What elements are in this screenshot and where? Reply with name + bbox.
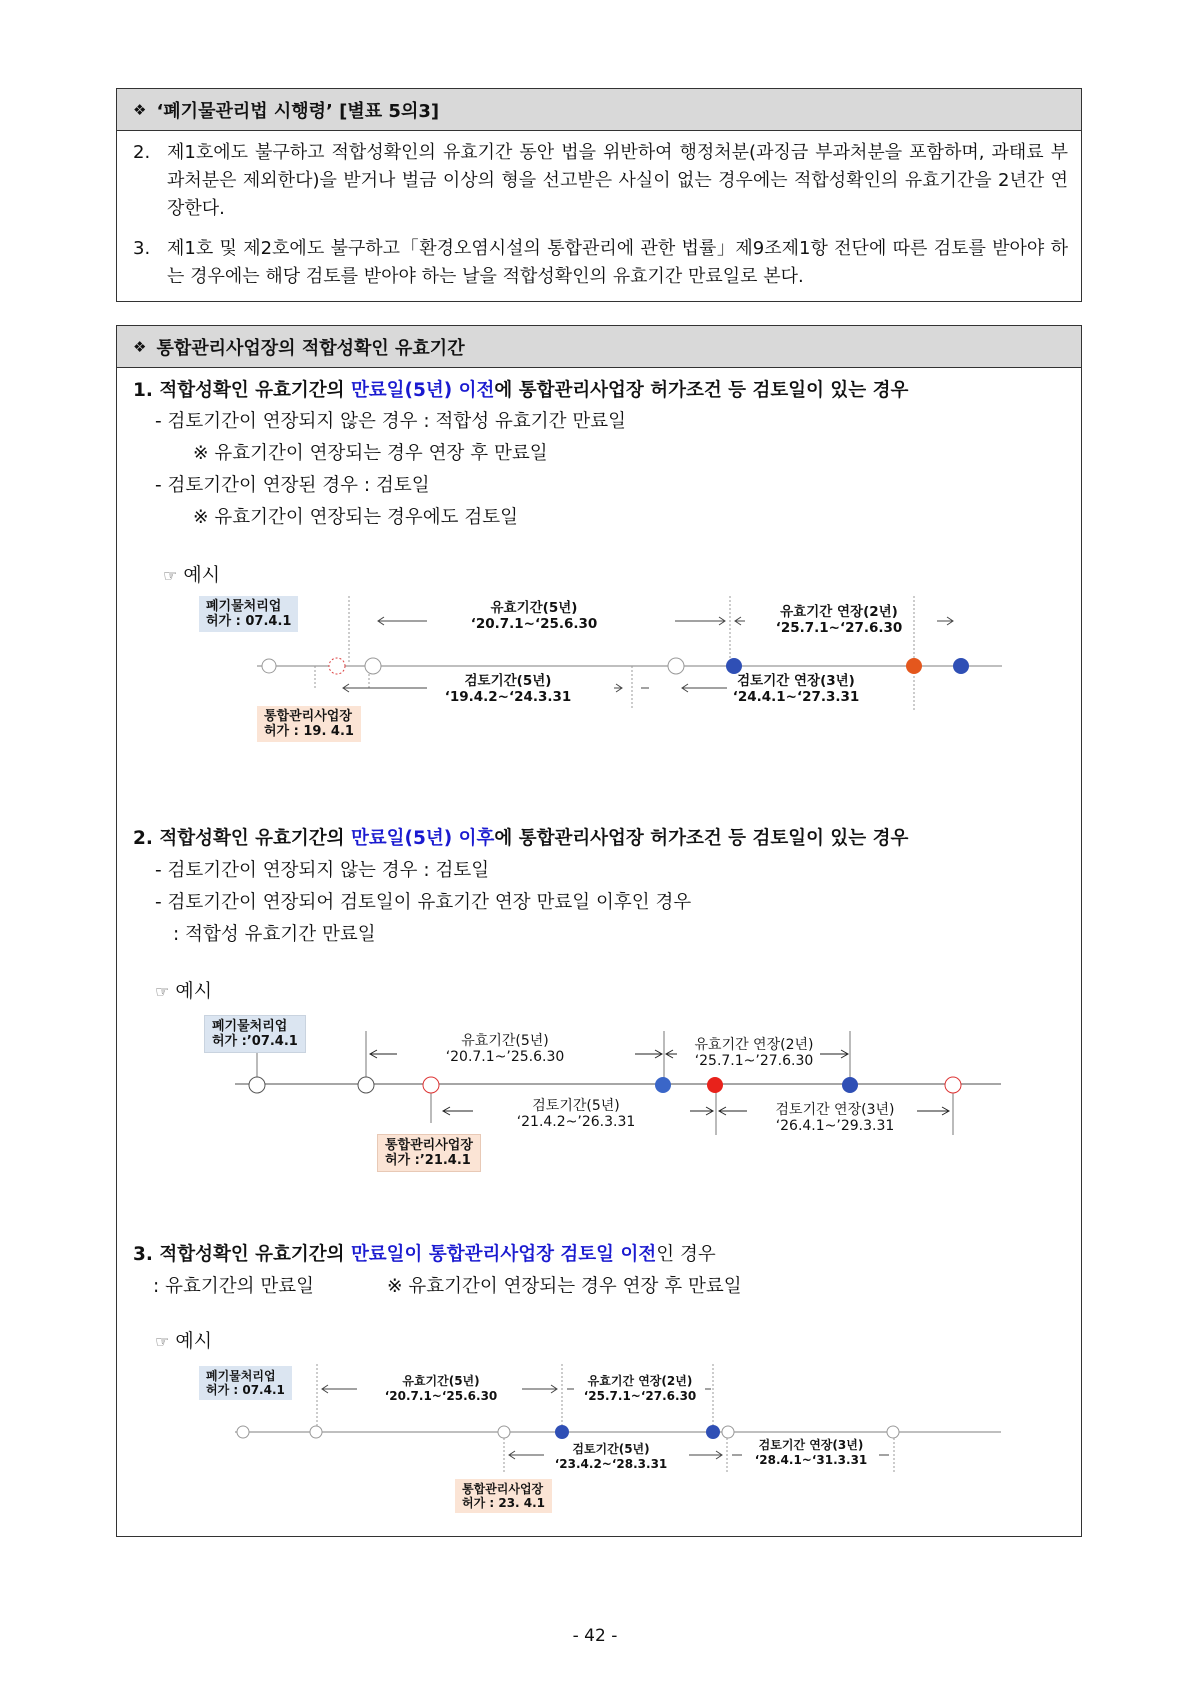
bullet-line: - 검토기간이 연장되어 검토일이 유효기간 연장 만료일 이후인 경우 — [155, 892, 692, 913]
title-text: 3. 적합성확인 유효기간의 — [133, 1244, 351, 1265]
continuation-line: : 적합성 유효기간 만료일 — [173, 924, 376, 945]
example-text: 예시 — [175, 1330, 213, 1352]
timeline-diagram-3 — [117, 1362, 1081, 1522]
period-range: ‘24.4.1~‘27.3.31 — [732, 689, 860, 705]
period-title: 검토기간(5년) — [532, 1098, 620, 1114]
pointing-hand-icon: ☞ — [155, 982, 170, 1001]
integrated-permit-label — [455, 1479, 552, 1513]
validity-extension-text — [761, 604, 917, 636]
note-line: ※ 유효기간이 연장되는 경우 연장 후 만료일 — [193, 443, 548, 464]
period-range: ‘21.4.2~’26.3.31 — [516, 1114, 636, 1130]
review-period-text — [501, 1098, 651, 1130]
title-highlight: 만료일(5년) 이후 — [350, 828, 495, 849]
period-title: 검토기간 연장(3년) — [737, 673, 855, 689]
period-range: ‘23.4.2~‘28.3.31 — [554, 1457, 668, 1471]
example-label — [155, 1326, 212, 1353]
title-text: 2. 적합성확인 유효기간의 — [133, 828, 351, 849]
period-title: 유효기간 연장(2년) — [694, 1037, 814, 1053]
bullet-line: - 검토기간이 연장되지 않는 경우 : 검토일 — [155, 860, 490, 881]
bullet-line: - 검토기간이 연장되지 않은 경우 : 적합성 유효기간 만료일 — [155, 411, 626, 432]
example-label — [155, 976, 212, 1003]
clause-3 — [133, 235, 1068, 291]
label-line: 허가 : 07.4.1 — [206, 614, 292, 629]
title-highlight: 만료일(5년) 이전 — [350, 380, 495, 401]
review-extension-text — [721, 673, 871, 705]
clause-2 — [133, 139, 1068, 223]
label-line: 통합관리사업장 — [264, 709, 352, 724]
label-line: 허가 :’07.4.1 — [212, 1034, 298, 1049]
period-range: ‘20.7.1~’25.6.30 — [445, 1049, 565, 1065]
period-title: 검토기간(5년) — [464, 673, 552, 689]
review-period-text — [549, 1442, 673, 1472]
label-line: 허가 : 19. 4.1 — [264, 724, 354, 739]
review-extension-text — [757, 1102, 913, 1134]
validity-period-text — [379, 1374, 503, 1404]
period-title: 검토기간 연장(3년) — [775, 1102, 895, 1118]
validity-extension-text — [679, 1037, 829, 1069]
clause-number: 2. — [133, 142, 151, 163]
label-line: 허가 : 23. 4.1 — [462, 1496, 546, 1510]
continuation-line: : 유효기간의 만료일 — [153, 1276, 314, 1297]
period-title: 검토기간(5년) — [572, 1442, 650, 1456]
period-range: ‘20.7.1~‘25.6.30 — [384, 1389, 498, 1403]
box-header — [117, 326, 1081, 368]
label-line: 폐기물처리업 — [206, 599, 282, 614]
label-line: 허가 : 07.4.1 — [206, 1383, 285, 1397]
clause-number: 3. — [133, 238, 151, 259]
title-text: 에 통합관리사업장 허가조건 등 검토일이 있는 경우 — [494, 380, 909, 401]
section-3-title — [133, 1240, 716, 1266]
clause-text: 제1호에도 불구하고 적합성확인의 유효기간 동안 법을 위반하여 행정처분(과징금 부과처분을 포함하며, 과태료 부과처분은 제외한다)을 받거나 벌금 이상의 형을 선고받은 사실이 없는 경우에는 적합성확인의 유효기간을 2년간 연장한다. — [167, 142, 1068, 219]
section-2-title — [133, 824, 908, 850]
period-title: 유효기간 연장(2년) — [780, 604, 898, 620]
waste-permit-label — [204, 1015, 306, 1053]
example-text: 예시 — [175, 980, 213, 1002]
section-1-title — [133, 376, 908, 402]
review-period-text — [433, 673, 583, 705]
period-title: 유효기간 연장(2년) — [587, 1374, 693, 1388]
note-line: ※ 유효기간이 연장되는 경우 연장 후 만료일 — [387, 1276, 742, 1297]
label-line: 통합관리사업장 — [462, 1482, 544, 1496]
integrated-permit-label — [257, 706, 361, 742]
example-text: 예시 — [183, 564, 221, 586]
period-title: 검토기간 연장(3년) — [758, 1438, 864, 1452]
integrated-site-box — [116, 325, 1082, 1537]
pointing-hand-icon: ☞ — [163, 566, 178, 585]
period-range: ‘25.7.1~‘27.6.30 — [583, 1389, 697, 1403]
period-range: ‘25.7.1~’27.6.30 — [694, 1053, 814, 1069]
legal-text-box — [116, 88, 1082, 302]
timeline-diagram-2 — [117, 1011, 1081, 1186]
diamond-bullet-icon: ❖ — [133, 337, 147, 356]
pointing-hand-icon: ☞ — [155, 1332, 170, 1351]
label-line: 폐기물처리업 — [212, 1019, 288, 1034]
box-header — [117, 89, 1081, 131]
title-text: 에 통합관리사업장 허가조건 등 검토일이 있는 경우 — [494, 828, 909, 849]
validity-extension-text — [578, 1374, 702, 1404]
label-line: 통합관리사업장 — [385, 1138, 473, 1153]
period-title: 유효기간(5년) — [402, 1374, 480, 1388]
label-line: 폐기물처리업 — [206, 1369, 276, 1383]
diamond-bullet-icon: ❖ — [133, 100, 147, 119]
title-highlight: 만료일이 통합관리사업장 검토일 이전 — [350, 1244, 657, 1265]
waste-permit-label — [199, 1366, 292, 1400]
box-title: ‘폐기물관리법 시행령’ [별표 5의3] — [156, 100, 440, 122]
period-title: 유효기간(5년) — [461, 1033, 549, 1049]
clause-text: 제1호 및 제2호에도 불구하고「환경오염시설의 통합관리에 관한 법률」제9조제1항 전단에 따른 검토를 받아야 하는 경우에는 해당 검토를 받아야 하는 날을 적합성확인의 유효기간 만료일로 본다. — [167, 238, 1068, 287]
note-line: ※ 유효기간이 연장되는 경우에도 검토일 — [193, 507, 518, 528]
page-number: - 42 - — [572, 1626, 618, 1646]
title-text: 인 경우 — [656, 1244, 716, 1265]
period-title: 유효기간(5년) — [490, 600, 578, 616]
integrated-permit-label — [377, 1134, 481, 1172]
timeline-diagram-1 — [117, 594, 1081, 754]
label-line: 허가 :’21.4.1 — [385, 1153, 471, 1168]
period-range: ‘28.4.1~‘31.3.31 — [754, 1453, 868, 1467]
validity-period-text — [417, 1033, 593, 1065]
bullet-line: - 검토기간이 연장된 경우 : 검토일 — [155, 475, 430, 496]
period-range: ‘26.4.1~’29.3.31 — [775, 1118, 895, 1134]
review-extension-text — [749, 1438, 873, 1468]
box-title: 통합관리사업장의 적합성확인 유효기간 — [156, 337, 465, 359]
waste-permit-label — [199, 596, 298, 632]
period-range: ‘19.4.2~‘24.3.31 — [444, 689, 572, 705]
validity-period-text — [455, 600, 613, 632]
example-label — [163, 560, 220, 587]
period-range: ‘20.7.1~‘25.6.30 — [470, 616, 598, 632]
title-text: 1. 적합성확인 유효기간의 — [133, 380, 351, 401]
period-range: ‘25.7.1~‘27.6.30 — [775, 620, 903, 636]
